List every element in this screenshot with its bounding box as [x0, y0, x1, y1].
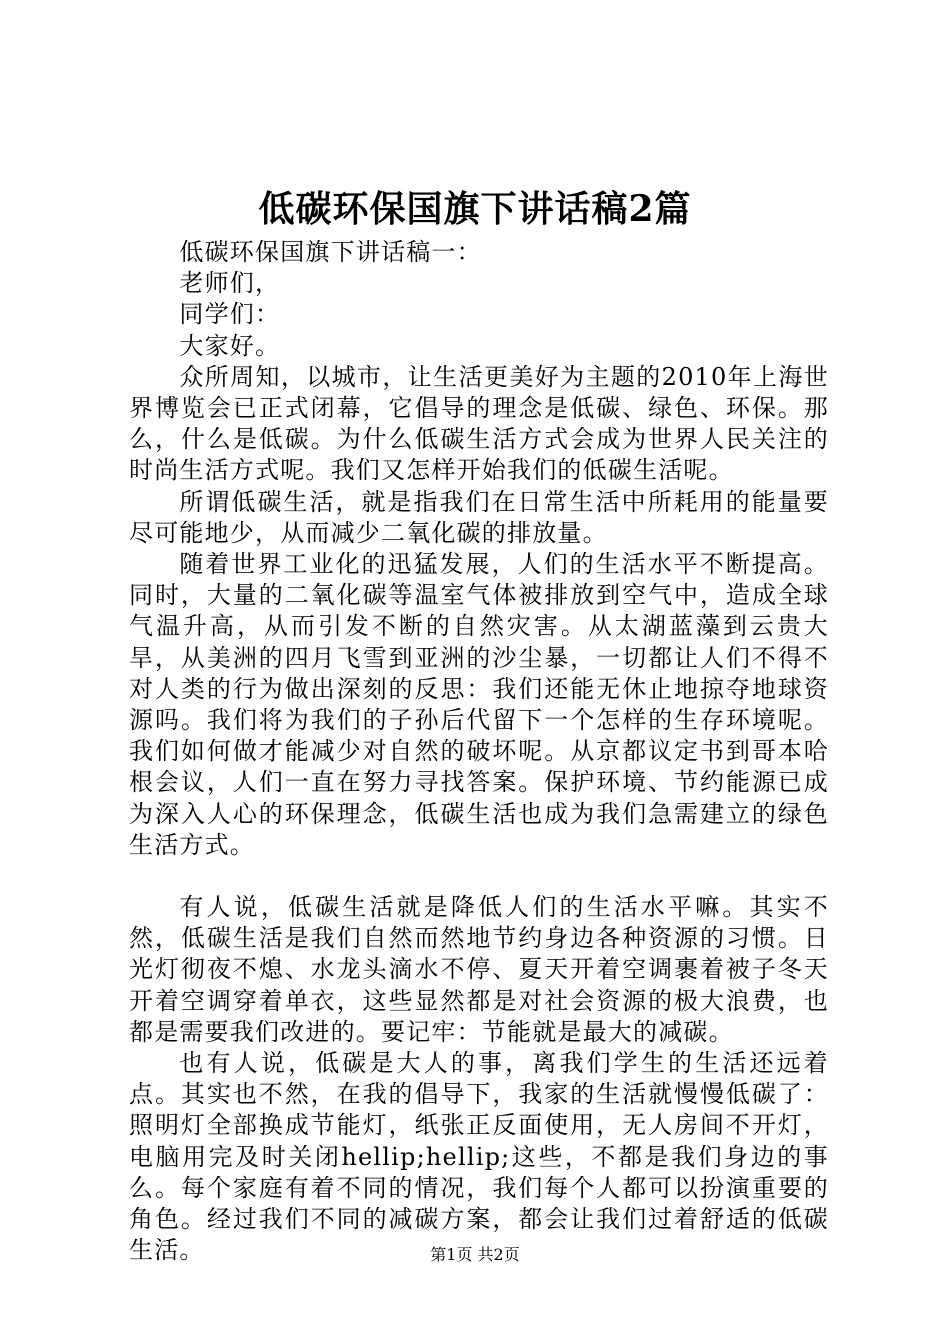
paragraph-heading: 低碳环保国旗下讲话稿一：: [179, 238, 482, 266]
paragraph-definition: 所谓低碳生活，就是指我们在日常生活中所耗用的能量要尽可能地少，从而减少二氧化碳的排放量。: [129, 487, 829, 547]
document-title: 低碳环保国旗下讲话稿2篇: [258, 188, 692, 230]
paragraph-habits: 有人说，低碳生活就是降低人们的生活水平嘛。其实不然，低碳生活是我们自然而然地节约身边各种资源的习惯。日光灯彻夜不熄、水龙头滴水不停、夏天开着空调裹着被子冬天开着空调穿着单衣，这些显然都是对社会资源的极大浪费，也都是需要我们改进的。要记牢：节能就是最大的减碳。: [129, 893, 829, 1046]
paragraph-intro: 众所周知，以城市，让生活更美好为主题的2010年上海世界博览会已正式闭幕，它倡导的理念是低碳、绿色、环保。那么，什么是低碳。为什么低碳生活方式会成为世界人民关注的时尚生活方式呢。我们又怎样开始我们的低碳生活呢。: [129, 362, 829, 485]
document-body: [129, 237, 829, 1267]
paragraph-spacer: [129, 861, 829, 892]
paragraph-salutation-teachers: 老师们，: [179, 269, 281, 298]
paragraph-salutation-students: 同学们：: [179, 300, 281, 329]
paragraph-students: 也有人说，低碳是大人的事，离我们学生的生活还远着点。其实也不然，在我的倡导下，我家的生活就慢慢低碳了：照明灯全部换成节能灯，纸张正反面使用，无人房间不开灯，电脑用完及时关闭hellip;hellip;这些，不都是我们身边的事么。每个家庭有着不同的情况，我们每个人都可以扮演重要的角色。经过我们不同的减碳方案，都会让我们过着舒适的低碳生活。: [129, 1049, 829, 1265]
paragraph-greeting: 大家好。: [179, 331, 281, 360]
paragraph-background: 随着世界工业化的迅猛发展，人们的生活水平不断提高。同时，大量的二氧化碳等温室气体被排放到空气中，造成全球气温升高，从而引发不断的自然灾害。从太湖蓝藻到云贵大旱，从美洲的四月飞雪到亚洲的沙尘暴，一切都让人们不得不对人类的行为做出深刻的反思：我们还能无休止地掠夺地球资源吗。我们将为我们的子孙后代留下一个怎样的生存环境呢。我们如何做才能减少对自然的破坏呢。从京都议定书到哥本哈根会议，人们一直在努力寻找答案。保护环境、节约能源已成为深入人心的环保理念，低碳生活也成为我们急需建立的绿色生活方式。: [129, 550, 829, 859]
page-number-footer: 第1页 共2页: [430, 1245, 520, 1264]
